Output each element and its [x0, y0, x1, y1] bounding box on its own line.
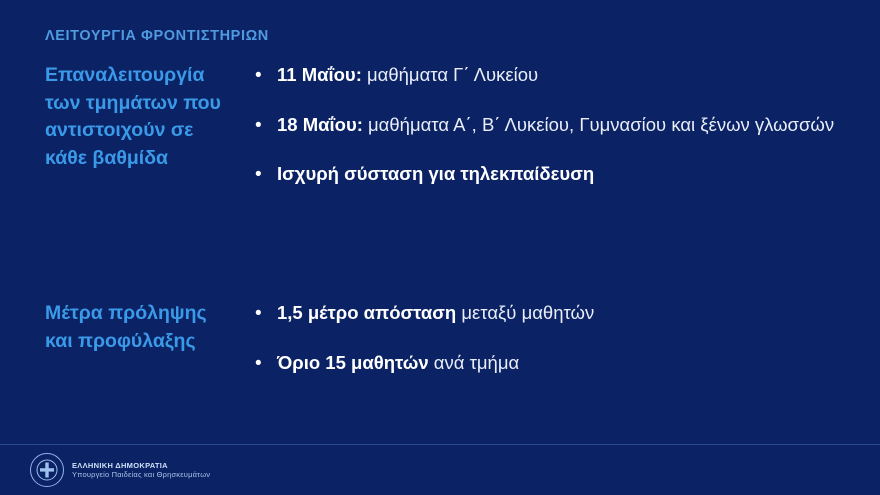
list-item-rest: μαθήματα Γ΄ Λυκείου	[361, 64, 539, 85]
list-item-text	[277, 62, 538, 89]
bullet-dot-icon: •	[255, 164, 262, 186]
list-item-strong: 18 Μαΐου:	[277, 113, 363, 135]
list-item-rest: ανά τμήμα	[428, 351, 520, 373]
bullet-dot-icon: •	[255, 352, 262, 374]
footer-logo-line1: ΕΛΛΗΝΙΚΗ ΔΗΜΟΚΡΑΤΙΑ	[72, 460, 168, 470]
bullet-list-prevention	[255, 300, 865, 377]
list-item	[255, 300, 865, 328]
list-item	[255, 350, 865, 378]
bullet-list-reopening	[255, 62, 865, 189]
list-item-strong: Όριο 15 μαθητών	[277, 351, 429, 373]
section-operation-of-tutoring-centers	[45, 62, 865, 189]
list-item-strong: 1,5 μέτρο απόσταση	[277, 302, 457, 323]
list-item-rest: μεταξύ μαθητών	[456, 302, 595, 323]
footer	[0, 444, 880, 495]
bullet-dot-icon: •	[255, 303, 262, 324]
section-label-reopening: Επαναλειτουργία των τμημάτων που αντιστοιχούν σε κάθε βαθμίδα	[45, 64, 221, 170]
list-item-text	[277, 161, 594, 188]
list-item-rest: μαθήματα Α΄, Β΄ Λυκείου, Γυμνασίου και ξένων γλωσσών	[362, 113, 835, 135]
hellenic-republic-emblem-icon	[30, 453, 64, 487]
list-item-text	[277, 300, 594, 327]
list-item	[255, 112, 865, 140]
list-item-strong: Ισχυρή σύσταση για τηλεκπαίδευση	[277, 163, 595, 185]
bullet-dot-icon: •	[255, 114, 262, 136]
footer-logo-text	[72, 461, 210, 480]
footer-logo	[30, 453, 210, 487]
list-item-strong: 11 Μαΐου:	[277, 64, 362, 85]
list-item-text	[277, 350, 519, 377]
section-prevention-measures	[45, 300, 865, 377]
slide-title: ΛΕΙΤΟΥΡΓΙΑ ΦΡΟΝΤΙΣΤΗΡΙΩΝ	[45, 28, 269, 44]
list-item	[255, 161, 865, 189]
list-item-text	[277, 112, 834, 139]
footer-logo-line2: Υπουργείο Παιδείας και Θρησκευμάτων	[72, 470, 211, 479]
section-label-prevention: Μέτρα πρόληψης και προφύλαξης	[45, 302, 207, 352]
list-item	[255, 62, 865, 90]
bullet-dot-icon: •	[255, 65, 262, 86]
